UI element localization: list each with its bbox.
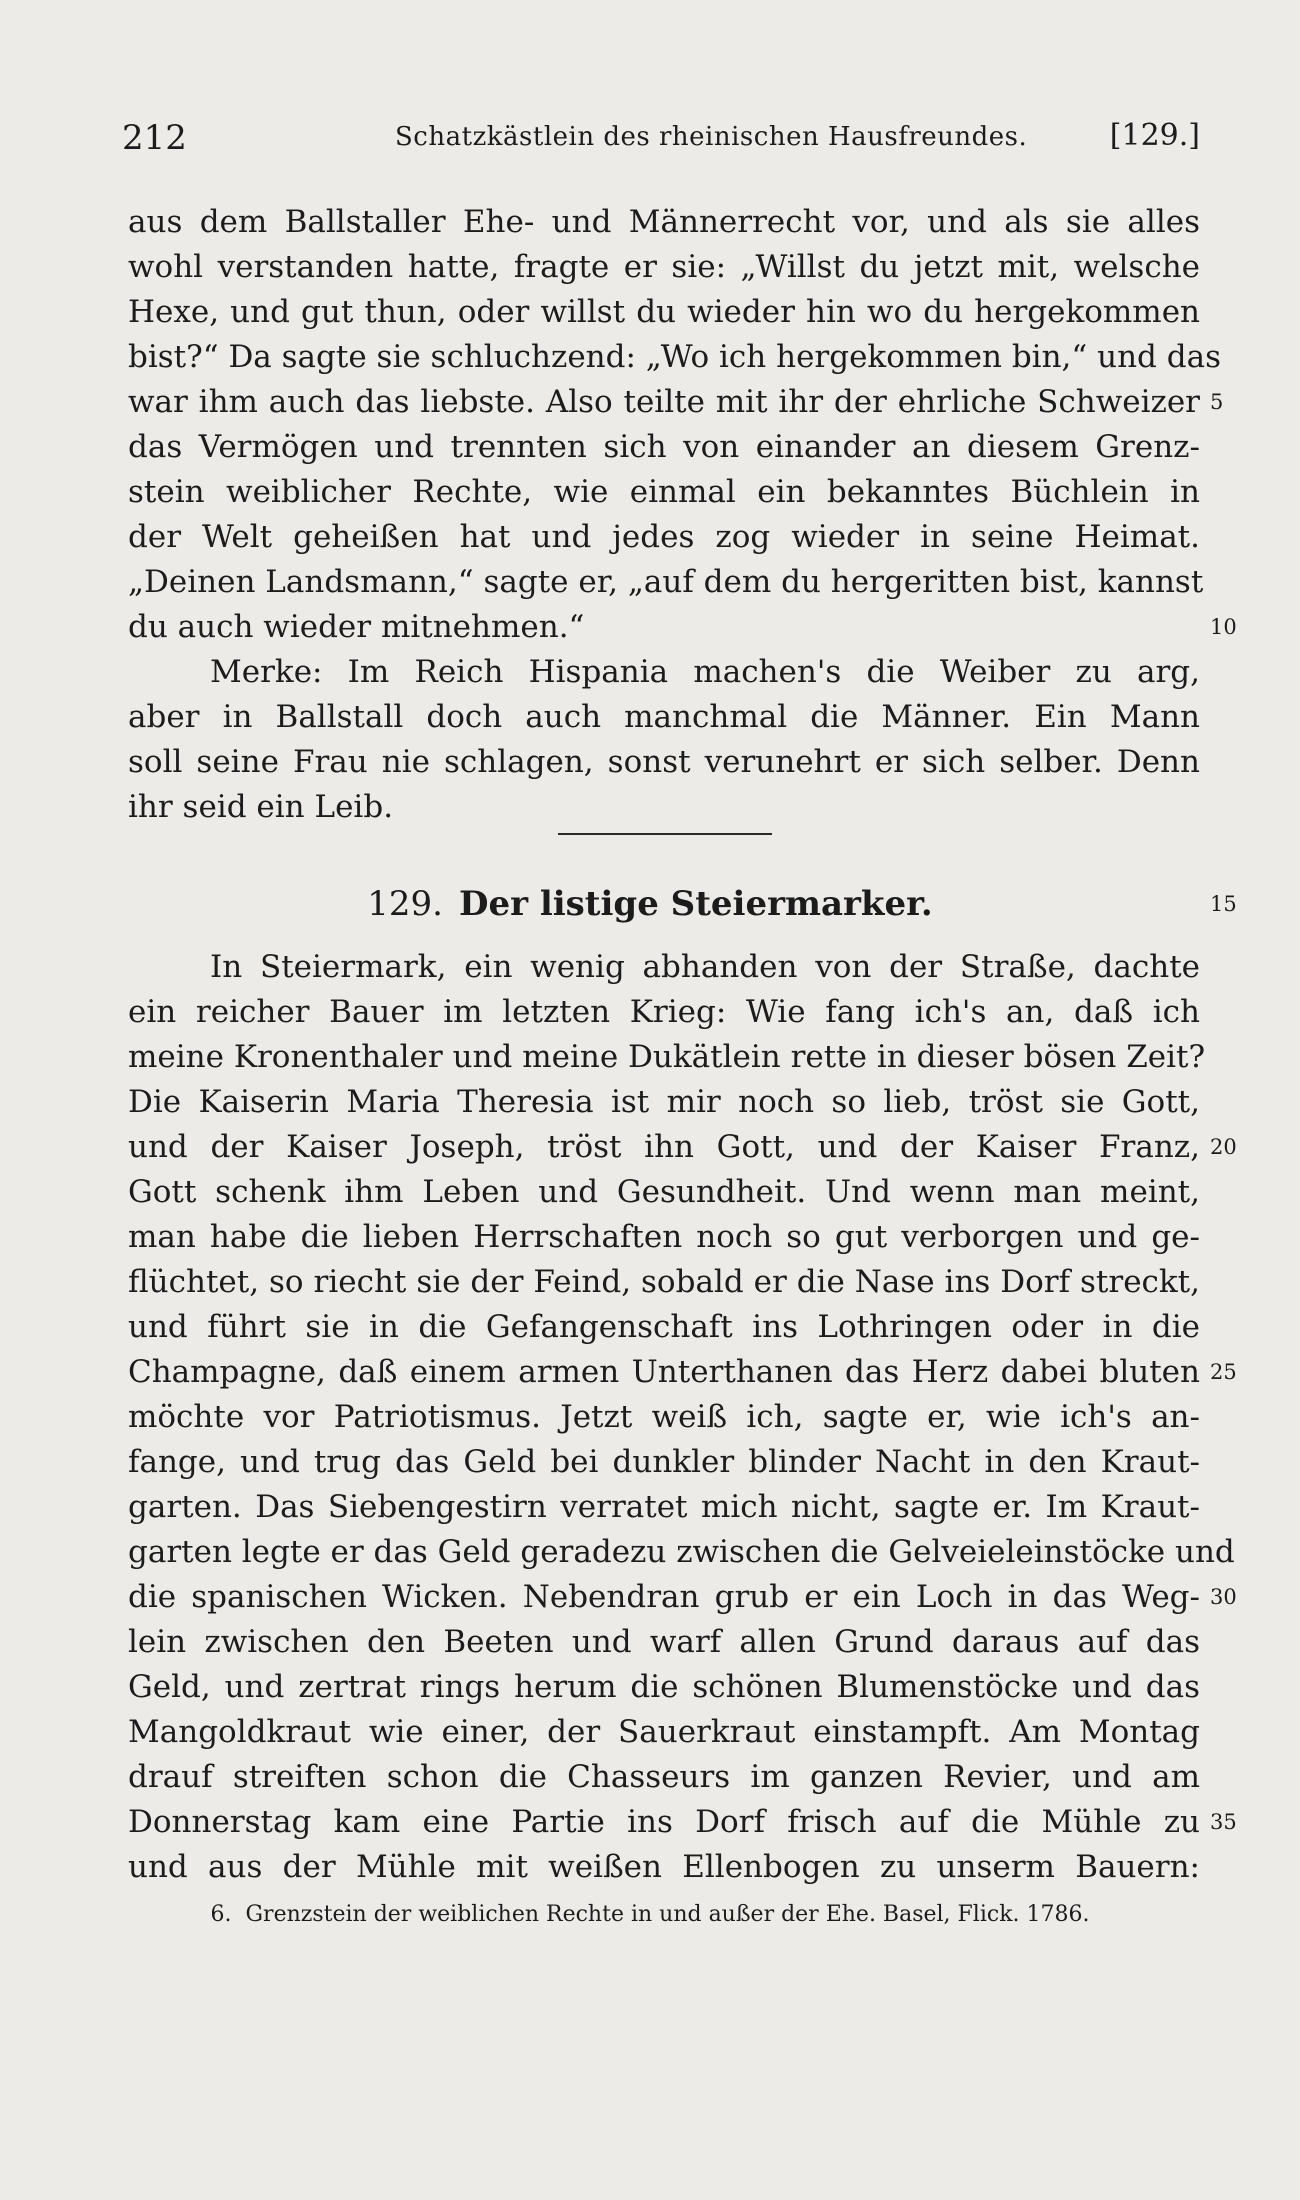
- running-title: Schatzkästlein des rheinischen Hausfreundes.: [395, 122, 1028, 152]
- text-line: Merke: Im Reich Hispania machen's die Weiber zu arg,: [210, 654, 1200, 690]
- line-number: 25: [1210, 1360, 1237, 1384]
- page-number: 212: [122, 118, 187, 158]
- text-line: Hexe, und gut thun, oder willst du wieder hin wo du hergekommen: [128, 294, 1200, 330]
- line-number: 20: [1210, 1135, 1237, 1159]
- text-line: fange, und trug das Geld bei dunkler blinder Nacht in den Kraut-: [128, 1444, 1200, 1480]
- text-line: und führt sie in die Gefangenschaft ins Lothringen oder in die: [128, 1309, 1200, 1345]
- story-title: Der listige Steiermarker.: [458, 884, 933, 924]
- text-line: lein zwischen den Beeten und warf allen Grund daraus auf das: [128, 1624, 1200, 1660]
- text-line: der Welt geheißen hat und jedes zog wieder in seine Heimat.: [128, 519, 1200, 555]
- line-number: 10: [1210, 615, 1237, 639]
- text-line: man habe die lieben Herrschaften noch so gut verborgen und ge-: [128, 1219, 1200, 1255]
- text-line: meine Kronenthaler und meine Dukätlein rette in dieser bösen Zeit?: [128, 1039, 1206, 1075]
- text-line: Gott schenk ihm Leben und Gesundheit. Und wenn man meint,: [128, 1174, 1200, 1210]
- line-number: 30: [1210, 1585, 1237, 1609]
- text-line: wohl verstanden hatte, fragte er sie: „Willst du jetzt mit, welsche: [128, 249, 1200, 285]
- story-number: 129.: [367, 884, 443, 924]
- text-line: du auch wieder mitnehmen.“: [128, 609, 585, 645]
- text-line: das Vermögen und trennten sich von einander an diesem Grenz-: [128, 429, 1200, 465]
- text-line: Geld, und zertrat rings herum die schönen Blumenstöcke und das: [128, 1669, 1200, 1705]
- text-line: Mangoldkraut wie einer, der Sauerkraut einstampft. Am Montag: [128, 1714, 1200, 1750]
- story-heading: [0, 882, 1300, 926]
- section-divider: [558, 833, 772, 835]
- footnote-text: Grenzstein der weiblichen Rechte in und außer der Ehe. Basel, Flick. 1786.: [245, 1902, 1090, 1927]
- text-line: und aus der Mühle mit weißen Ellenbogen zu unserm Bauern:: [128, 1849, 1200, 1885]
- text-line: Donnerstag kam eine Partie ins Dorf frisch auf die Mühle zu: [128, 1804, 1200, 1840]
- text-line: ihr seid ein Leib.: [128, 789, 394, 825]
- text-line: drauf streiften schon die Chasseurs im ganzen Revier, und am: [128, 1759, 1200, 1795]
- footnote: [0, 1897, 1300, 1933]
- text-line: garten legte er das Geld geradezu zwischen die Gelveieleinstöcke und: [128, 1534, 1235, 1570]
- text-line: Die Kaiserin Maria Theresia ist mir noch so lieb, tröst sie Gott,: [128, 1084, 1200, 1120]
- text-line: „Deinen Landsmann,“ sagte er, „auf dem du hergeritten bist, kannst: [128, 564, 1204, 600]
- text-line: war ihm auch das liebste. Also teilte mit ihr der ehrliche Schweizer: [128, 384, 1200, 420]
- line-number: 35: [1210, 1810, 1237, 1834]
- text-line: aber in Ballstall doch auch manchmal die Männer. Ein Mann: [128, 699, 1200, 735]
- text-line: flüchtet, so riecht sie der Feind, sobald er die Nase ins Dorf streckt,: [128, 1264, 1200, 1300]
- line-number: 5: [1210, 390, 1224, 414]
- text-line: aus dem Ballstaller Ehe- und Männerrecht vor, und als sie alles: [128, 204, 1200, 240]
- text-line: Champagne, daß einem armen Unterthanen das Herz dabei bluten: [128, 1354, 1200, 1390]
- text-line: garten. Das Siebengestirn verratet mich nicht, sagte er. Im Kraut-: [128, 1489, 1200, 1525]
- footnote-number: 6.: [210, 1902, 232, 1927]
- text-line: die spanischen Wicken. Nebendran grub er ein Loch in das Weg-: [128, 1579, 1200, 1615]
- text-line: In Steiermark, ein wenig abhanden von der Straße, dachte: [210, 949, 1200, 985]
- text-line: bist?“ Da sagte sie schluchzend: „Wo ich hergekommen bin,“ und das: [128, 339, 1221, 375]
- page-header: [0, 118, 1300, 168]
- text-line: stein weiblicher Rechte, wie einmal ein bekanntes Büchlein in: [128, 474, 1200, 510]
- text-line: soll seine Frau nie schlagen, sonst verunehrt er sich selber. Denn: [128, 744, 1200, 780]
- text-line: ein reicher Bauer im letzten Krieg: Wie fang ich's an, daß ich: [128, 994, 1200, 1030]
- section-reference: [129.]: [1109, 118, 1200, 153]
- line-number: 15: [1210, 892, 1237, 916]
- text-line: und der Kaiser Joseph, tröst ihn Gott, und der Kaiser Franz,: [128, 1129, 1200, 1165]
- text-line: möchte vor Patriotismus. Jetzt weiß ich, sagte er, wie ich's an-: [128, 1399, 1200, 1435]
